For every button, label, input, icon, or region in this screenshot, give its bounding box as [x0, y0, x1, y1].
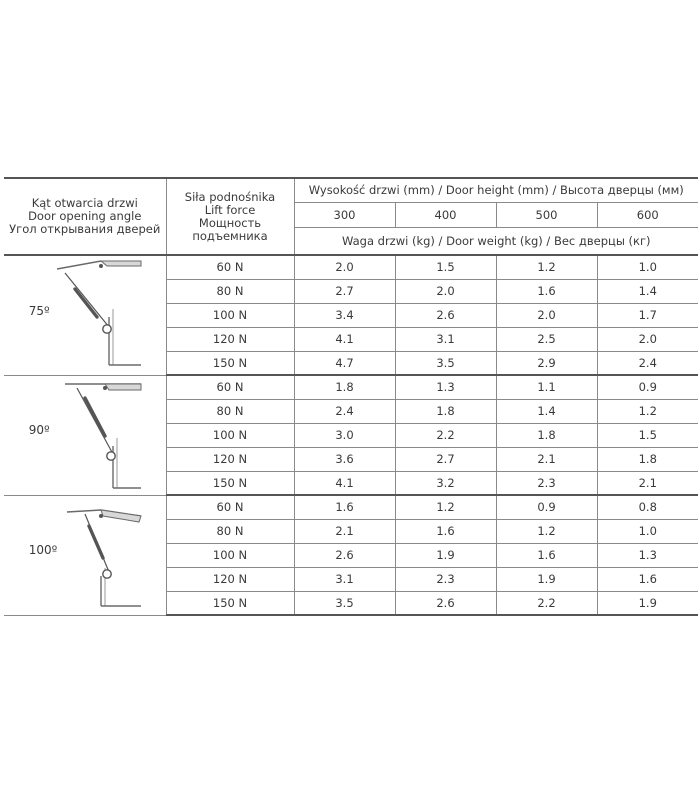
door-weight-cell: 3.5	[294, 591, 395, 615]
door-weight-cell: 2.7	[294, 279, 395, 303]
door-weight-cell: 3.5	[395, 351, 496, 375]
door-weight-cell: 2.6	[395, 303, 496, 327]
lift-force-cell: 150 N	[166, 591, 294, 615]
door-weight-cell: 3.1	[395, 327, 496, 351]
angle-cell	[4, 255, 166, 375]
door-weight-cell: 1.6	[496, 279, 597, 303]
door-weight-header: Waga drzwi (kg) / Door weight (kg) / Вес дверцы (кг)	[294, 227, 698, 255]
force-column-header	[166, 178, 294, 255]
lift-force-cell: 100 N	[166, 423, 294, 447]
door-weight-cell: 3.0	[294, 423, 395, 447]
lift-force-cell: 60 N	[166, 495, 294, 519]
table-row	[4, 255, 698, 279]
door-weight-cell: 2.0	[496, 303, 597, 327]
door-weight-cell: 2.3	[395, 567, 496, 591]
angle-cell	[4, 375, 166, 495]
door-weight-cell: 2.5	[496, 327, 597, 351]
angle-column-header	[4, 178, 166, 255]
lift-force-spec-table	[4, 177, 698, 616]
door-weight-cell: 2.7	[395, 447, 496, 471]
door-weight-cell: 1.6	[395, 519, 496, 543]
door-weight-cell: 2.2	[395, 423, 496, 447]
door-weight-cell: 1.2	[496, 255, 597, 279]
door-weight-cell: 2.6	[395, 591, 496, 615]
lift-force-cell: 80 N	[166, 519, 294, 543]
door-weight-cell: 2.4	[597, 351, 698, 375]
lift-force-cell: 60 N	[166, 255, 294, 279]
door-weight-cell: 3.2	[395, 471, 496, 495]
lift-force-cell: 150 N	[166, 471, 294, 495]
door-weight-cell: 2.0	[597, 327, 698, 351]
door-weight-cell: 1.0	[597, 519, 698, 543]
door-weight-cell: 1.1	[496, 375, 597, 399]
door-weight-cell: 2.1	[597, 471, 698, 495]
door-weight-cell: 4.7	[294, 351, 395, 375]
force-header-en: Lift force	[204, 202, 256, 217]
opening-angle-label: 90º	[28, 423, 50, 438]
angle-header-pl: Kąt otwarcia drzwi	[31, 196, 138, 211]
door-weight-cell: 3.1	[294, 567, 395, 591]
door-weight-cell: 1.5	[395, 255, 496, 279]
door-weight-cell: 1.7	[597, 303, 698, 327]
lift-force-cell: 120 N	[166, 327, 294, 351]
door-weight-cell: 1.3	[597, 543, 698, 567]
table-row	[4, 495, 698, 519]
door-weight-cell: 1.9	[597, 591, 698, 615]
angle-diagram	[5, 376, 165, 494]
door-weight-cell: 2.2	[496, 591, 597, 615]
lift-force-cell: 120 N	[166, 447, 294, 471]
height-300: 300	[294, 203, 395, 228]
door-weight-cell: 2.9	[496, 351, 597, 375]
door-height-header: Wysokość drzwi (mm) / Door height (mm) / Высота дверцы (мм)	[294, 178, 698, 203]
lift-force-cell: 100 N	[166, 303, 294, 327]
door-weight-cell: 2.1	[496, 447, 597, 471]
angle-header-en: Door opening angle	[28, 209, 142, 224]
angle-diagram	[5, 496, 165, 614]
door-weight-cell: 0.8	[597, 495, 698, 519]
door-weight-cell: 1.8	[496, 423, 597, 447]
door-weight-cell: 3.6	[294, 447, 395, 471]
door-weight-cell: 1.2	[395, 495, 496, 519]
door-weight-cell: 1.3	[395, 375, 496, 399]
door-weight-cell: 1.0	[597, 255, 698, 279]
door-weight-cell: 1.6	[496, 543, 597, 567]
height-400: 400	[395, 203, 496, 228]
lift-force-cell: 150 N	[166, 351, 294, 375]
height-500: 500	[496, 203, 597, 228]
door-weight-cell: 1.2	[496, 519, 597, 543]
door-weight-cell: 2.3	[496, 471, 597, 495]
lift-force-cell: 120 N	[166, 567, 294, 591]
force-header-ru-2: подъемника	[192, 228, 268, 243]
door-weight-cell: 3.4	[294, 303, 395, 327]
height-600: 600	[597, 203, 698, 228]
force-header-ru-1: Мощность	[198, 215, 262, 230]
lift-force-cell: 80 N	[166, 279, 294, 303]
door-weight-cell: 1.8	[294, 375, 395, 399]
door-weight-cell: 1.4	[597, 279, 698, 303]
door-weight-cell: 0.9	[496, 495, 597, 519]
door-weight-cell: 1.6	[294, 495, 395, 519]
door-weight-cell: 2.4	[294, 399, 395, 423]
door-weight-cell: 2.1	[294, 519, 395, 543]
door-weight-cell: 0.9	[597, 375, 698, 399]
door-weight-cell: 4.1	[294, 327, 395, 351]
angle-header-ru: Угол открывания дверей	[9, 222, 161, 237]
table-row	[4, 375, 698, 399]
force-header-pl: Siła podnośnika	[184, 189, 276, 204]
lift-force-cell: 100 N	[166, 543, 294, 567]
door-weight-cell: 1.8	[395, 399, 496, 423]
header-row-heights-title	[4, 178, 698, 203]
door-weight-cell: 1.9	[395, 543, 496, 567]
door-weight-cell: 1.4	[496, 399, 597, 423]
door-weight-cell: 1.6	[597, 567, 698, 591]
opening-angle-label: 100º	[28, 543, 58, 558]
door-weight-cell: 2.0	[294, 255, 395, 279]
door-weight-cell: 2.0	[395, 279, 496, 303]
angle-diagram	[5, 257, 165, 375]
lift-force-cell: 80 N	[166, 399, 294, 423]
door-weight-cell: 2.6	[294, 543, 395, 567]
door-weight-cell: 1.2	[597, 399, 698, 423]
table-body	[4, 255, 698, 615]
door-weight-cell: 1.9	[496, 567, 597, 591]
door-weight-cell: 1.5	[597, 423, 698, 447]
opening-angle-label: 75º	[28, 303, 50, 318]
angle-cell	[4, 495, 166, 615]
door-weight-cell: 4.1	[294, 471, 395, 495]
door-weight-cell: 1.8	[597, 447, 698, 471]
lift-force-cell: 60 N	[166, 375, 294, 399]
